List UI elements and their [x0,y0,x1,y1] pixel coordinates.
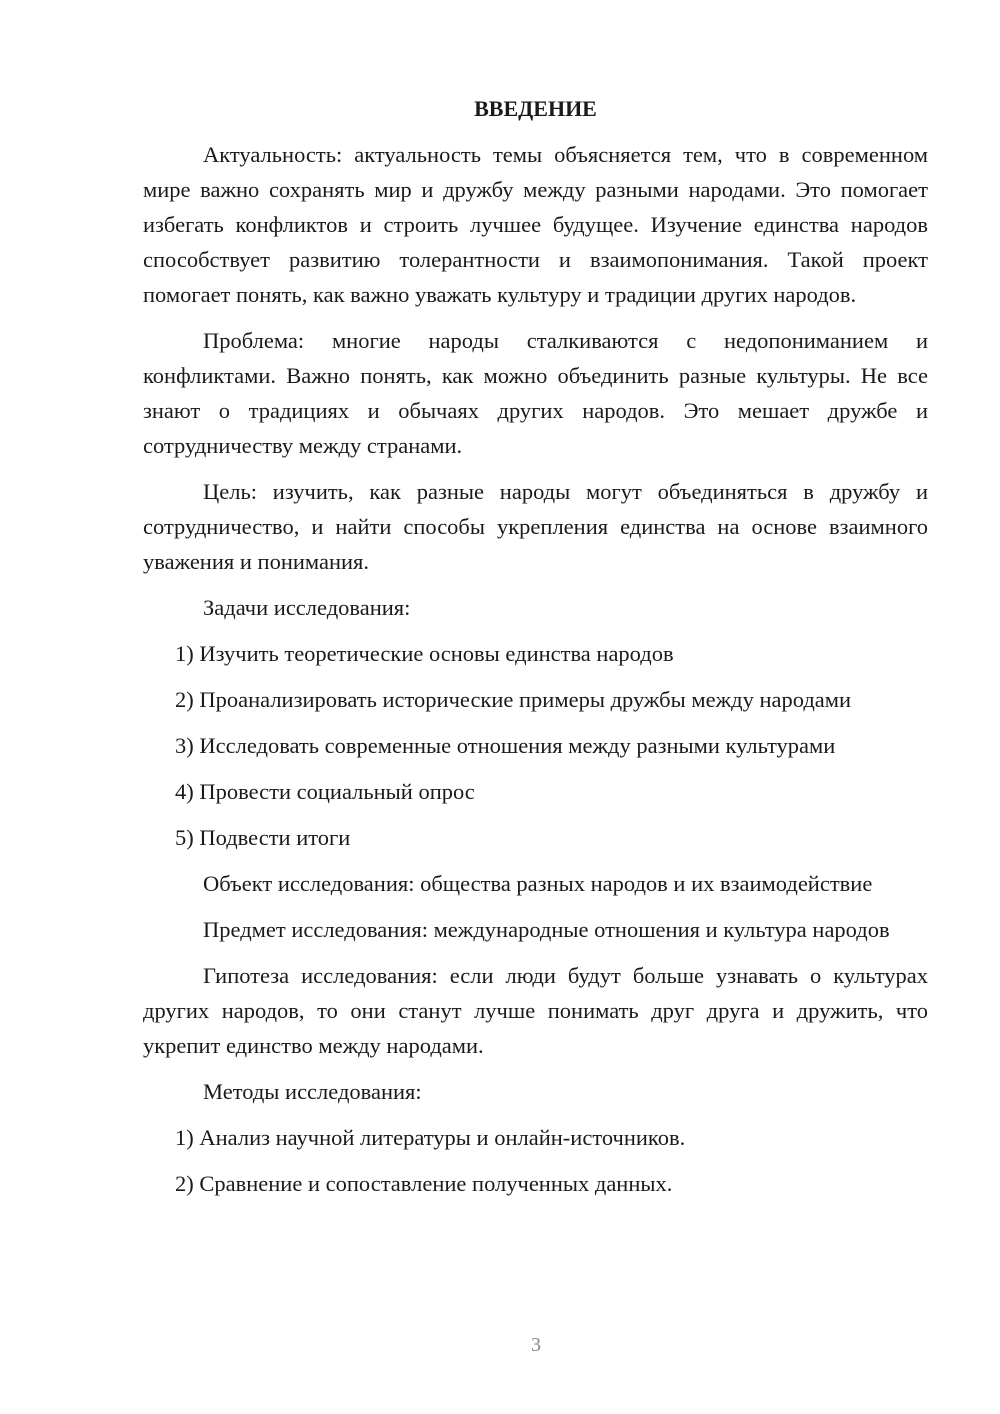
goal-paragraph: Цель: изучить, как разные народы могут объединяться в дружбу и сотрудничество, и найти способы укрепления единства на основе взаимного уважения и понимания. [143,479,928,574]
tasks-label: Задачи исследования: [203,595,411,620]
task-item-1: 1) Изучить теоретические основы единства народов [175,641,674,666]
methods-label: Методы исследования: [203,1079,422,1104]
document-page [143,94,928,1212]
task-item-5: 5) Подвести итоги [175,825,351,850]
method-item-2: 2) Сравнение и сопоставление полученных данных. [175,1171,673,1196]
task-item-4: 4) Провести социальный опрос [175,779,475,804]
hypothesis-paragraph: Гипотеза исследования: если люди будут больше узнавать о культурах других народов, то они станут лучше понимать друг друга и дружить, что укрепит единство между народами. [143,963,928,1058]
task-item-2: 2) Проанализировать исторические примеры дружбы между народами [175,687,852,712]
problem-paragraph: Проблема: многие народы сталкиваются с недопониманием и конфликтами. Важно понять, как можно объединить разные культуры. Не все знают о традициях и обычаях других народов. Это мешает дружбе и сотрудничеству между странами. [143,328,928,458]
page-number: 3 [531,1334,541,1356]
task-item-3: 3) Исследовать современные отношения между разными культурами [175,733,836,758]
object-paragraph: Объект исследования: общества разных народов и их взаимодействие [203,871,873,896]
relevance-paragraph: Актуальность: актуальность темы объясняется тем, что в современном мире важно сохранять мир и дружбу между разными народами. Это помогает избегать конфликтов и строить лучшее будущее. Изучение единства народов способствует развитию толерантности и взаимопонимания. Такой проект помогает понять, как важно уважать культуру и традиции других народов. [143,142,928,307]
method-item-1: 1) Анализ научной литературы и онлайн-источников. [175,1125,686,1150]
subject-paragraph: Предмет исследования: международные отношения и культура народов [203,917,890,942]
page-title: ВВЕДЕНИЕ [474,96,597,121]
